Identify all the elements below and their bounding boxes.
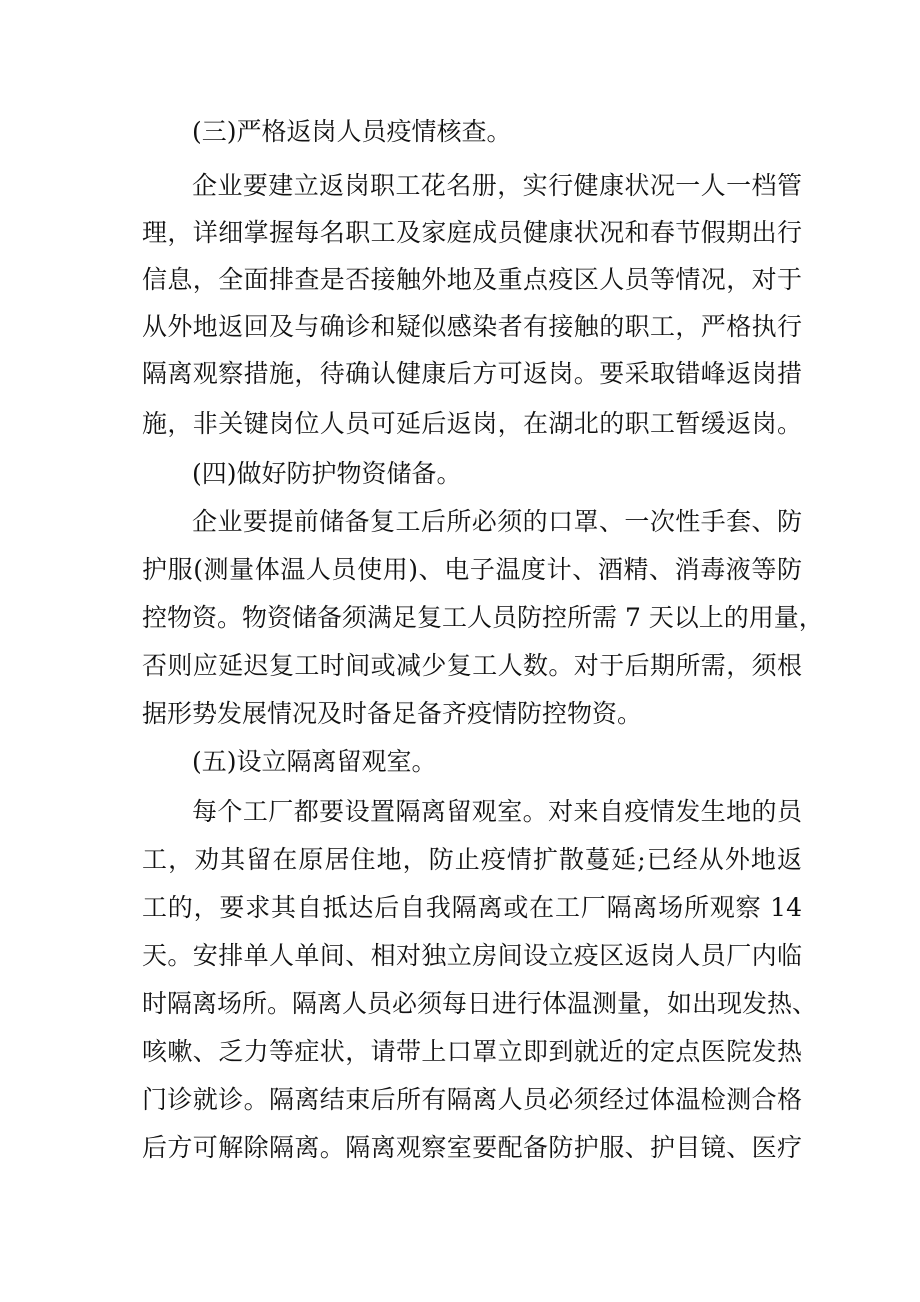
paragraph-line: 企业要建立返岗职工花名册，实行健康状况一人一档管 <box>192 171 802 200</box>
paragraph-line: 工的，要求其自抵达后自我隔离或在工厂隔离场所观察 14 <box>142 893 802 922</box>
paragraph-line: 护服(测量体温人员使用)、电子温度计、酒精、消毒液等防 <box>142 555 802 584</box>
paragraph-line: 企业要提前储备复工后所必须的口罩、一次性手套、防 <box>192 507 802 536</box>
paragraph-line: 每个工厂都要设置隔离留观室。对来自疫情发生地的员 <box>192 797 802 826</box>
paragraph-line: 信息，全面排查是否接触外地及重点疫区人员等情况，对于 <box>142 265 802 294</box>
paragraph-line: 时隔离场所。隔离人员必须每日进行体温测量，如出现发热、 <box>142 989 818 1018</box>
section-heading-3: (三)严格返岗人员疫情核查。 <box>192 117 512 146</box>
paragraph-line: 否则应延迟复工时间或减少复工人数。对于后期所需，须根 <box>142 651 802 680</box>
section-heading-4: (四)做好防护物资储备。 <box>192 459 462 488</box>
section-heading-5: (五)设立隔离留观室。 <box>192 747 437 776</box>
paragraph-line: 咳嗽、乏力等症状，请带上口罩立即到就近的定点医院发热 <box>142 1037 802 1066</box>
paragraph-line: 理，详细掌握每名职工及家庭成员健康状况和春节假期出行 <box>142 218 802 247</box>
paragraph-line: 天。安排单人单间、相对独立房间设立疫区返岗人员厂内临 <box>142 941 802 970</box>
paragraph-line: 工，劝其留在原居住地，防止疫情扩散蔓延;已经从外地返 <box>142 845 802 874</box>
paragraph-line: 从外地返回及与确诊和疑似感染者有接触的职工，严格执行 <box>142 312 802 341</box>
paragraph-line: 据形势发展情况及时备足备齐疫情防控物资。 <box>142 699 643 728</box>
paragraph-line: 后方可解除隔离。隔离观察室要配备防护服、护目镜、医疗 <box>142 1133 802 1162</box>
paragraph-line: 施，非关键岗位人员可延后返岗，在湖北的职工暂缓返岗。 <box>142 409 802 438</box>
paragraph-line: 隔离观察措施，待确认健康后方可返岗。要采取错峰返岗措 <box>142 359 802 388</box>
paragraph-line: 控物资。物资储备须满足复工人员防控所需 7 天以上的用量， <box>142 603 824 632</box>
paragraph-line: 门诊就诊。隔离结束后所有隔离人员必须经过体温检测合格 <box>142 1085 802 1114</box>
